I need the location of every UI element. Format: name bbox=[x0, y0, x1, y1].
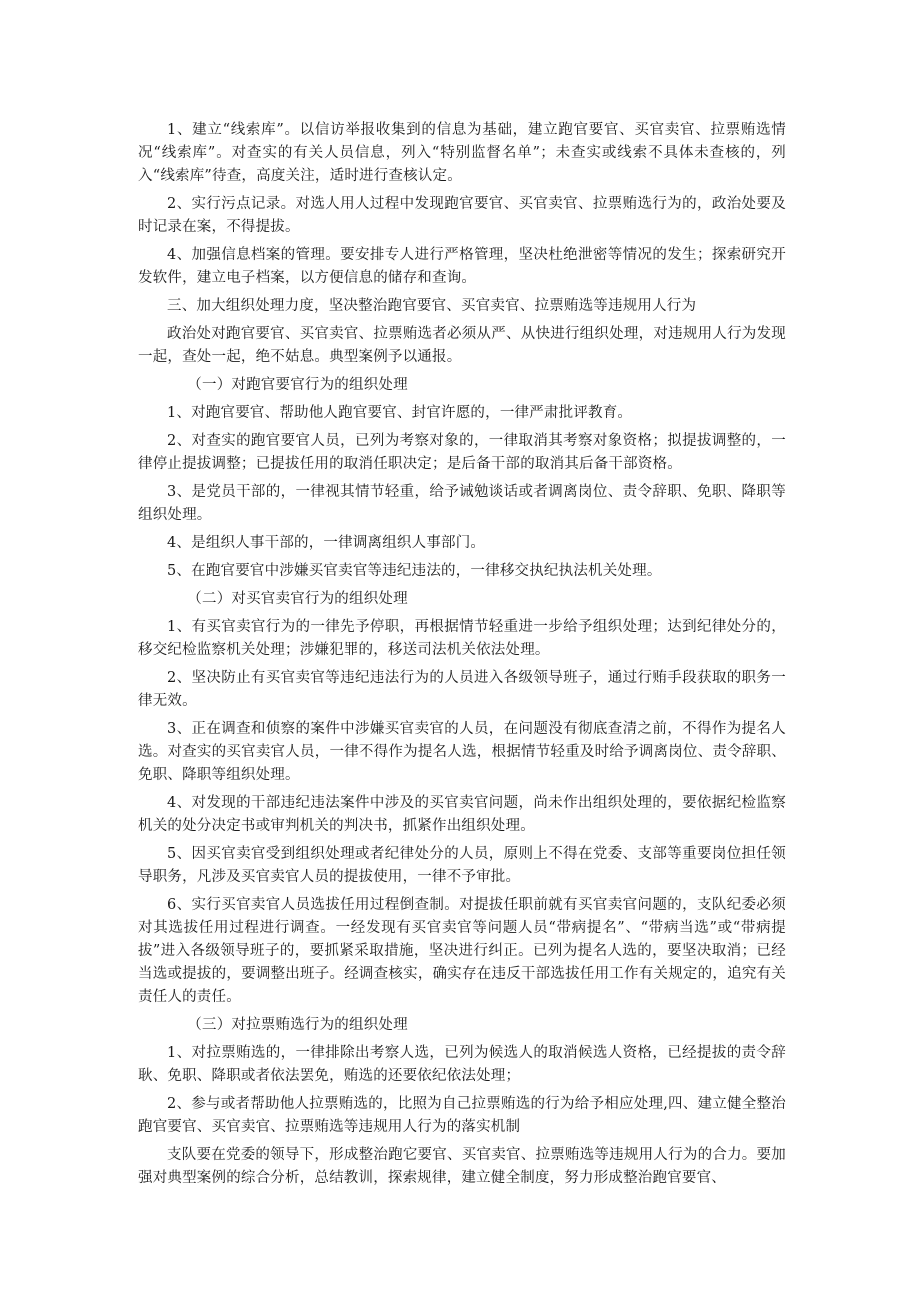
list-item: 2、对查实的跑官要官人员，已列为考察对象的，一律取消其考察对象资格；拟提拔调整的，一律停止提拔调整；已提拔任用的取消任职决定；是后备干部的取消其后备干部资格。 bbox=[138, 433, 786, 472]
list-item: 2、参与或者帮助他人拉票贿选的，比照为自己拉票贿选的行为给予相应处理,四、建立健全整治跑官要官、买官卖官、拉票贿选等违规用人行为的落实机制 bbox=[138, 1096, 786, 1135]
paragraph-archive-management: 4、加强信息档案的管理。要安排专人进行严格管理，坚决杜绝泄密等情况的发生；探索研究开发软件，建立电子档案，以方便信息的储存和查询。 bbox=[138, 247, 786, 286]
list-item: 5、因买官卖官受到组织处理或者纪律处分的人员，原则上不得在党委、支部等重要岗位担任领导职务，凡涉及买官卖官人员的提拔使用，一律不予审批。 bbox=[138, 846, 786, 885]
paragraph-stain-record: 2、实行污点记录。对选人用人过程中发现跑官要官、买官卖官、拉票贿选行为的，政治处要及时记录在案，不得提拔。 bbox=[138, 196, 786, 235]
document-body bbox=[138, 119, 786, 1195]
paragraph-clue-library: 1、建立“线索库”。以信访举报收集到的信息为基础，建立跑官要官、买官卖官、拉票贿选情况“线索库”。对查实的有关人员信息，列入“特别监督名单”；未查实或线索不具体未查核的，列入“线索库”待查，高度关注，适时进行查核认定。 bbox=[138, 122, 786, 184]
list-item: 4、是组织人事干部的，一律调离组织人事部门。 bbox=[167, 535, 486, 551]
list-item: 1、对跑官要官、帮助他人跑官要官、封官许愿的，一律严肃批评教育。 bbox=[167, 405, 633, 421]
subheading-three: （三）对拉票贿选行为的组织处理 bbox=[187, 1017, 408, 1033]
paragraph-implementation: 支队要在党委的领导下，形成整治跑它要官、买官卖官、拉票贿选等违规用人行为的合力。要加强对典型案例的综合分析，总结教训，探索规律，建立健全制度，努力形成整治跑官要官、 bbox=[138, 1147, 786, 1186]
list-item: 3、是党员干部的，一律视其情节轻重，给予诫勉谈话或者调离岗位、责令辞职、免职、降职等组织处理。 bbox=[138, 484, 786, 523]
list-item: 1、对拉票贿选的，一律排除出考察人选，已列为候选人的取消候选人资格，已经提拔的责令辞耿、免职、降职或者依法罢免，贿选的还要依纪依法处理； bbox=[138, 1045, 786, 1084]
list-item: 2、坚决防止有买官卖官等违纪违法行为的人员进入各级领导班子，通过行贿手段获取的职务一律无效。 bbox=[138, 670, 786, 709]
paragraph-organizational-handling: 政治处对跑官要官、买官卖官、拉票贿选者必须从严、从快进行组织处理，对违规用人行为发现一起，查处一起，绝不姑息。典型案例予以通报。 bbox=[138, 326, 786, 365]
list-item: 3、正在调查和侦察的案件中涉嫌买官卖官的人员，在问题没有彻底查清之前，不得作为提名人选。对查实的买官卖官人员，一律不得作为提名人选，根据情节轻重及时给予调离岗位、责令辞职、免职、降职等组织处理。 bbox=[138, 721, 786, 783]
list-item: 4、对发现的干部违纪违法案件中涉及的买官卖官问题，尚未作出组织处理的，要依据纪检监察机关的处分决定书或审判机关的判决书，抓紧作出组织处理。 bbox=[138, 795, 786, 834]
list-item: 6、实行买官卖官人员选拔任用过程倒查制。对提拔任职前就有买官卖官问题的，支队纪委必须对其选拔任用过程进行调查。一经发现有买官卖官等问题人员“带病提名”、“带病当选”或“带病提拔”进入各级领导班子的，要抓紧采取措施，坚决进行纠正。已列为提名人选的，要坚决取消；已经当选或提拔的，要调整出班子。经调查核实，确实存在违反干部选拔任用工作有关规定的，追究有关责任人的责任。 bbox=[138, 897, 786, 1005]
section-heading-three: 三、加大组织处理力度，坚决整治跑官要官、买官卖官、拉票贿选等违规用人行为 bbox=[167, 298, 697, 314]
list-item: 1、有买官卖官行为的一律先予停职，再根据情节轻重进一步给予组织处理；达到纪律处分的，移交纪检监察机关处理；涉嫌犯罪的，移送司法机关依法处理。 bbox=[138, 619, 786, 658]
list-item: 5、在跑官要官中涉嫌买官卖官等违纪违法的，一律移交执纪执法机关处理。 bbox=[167, 563, 662, 579]
subheading-two: （二）对买官卖官行为的组织处理 bbox=[187, 591, 408, 607]
subheading-one: （一）对跑官要官行为的组织处理 bbox=[187, 377, 408, 393]
